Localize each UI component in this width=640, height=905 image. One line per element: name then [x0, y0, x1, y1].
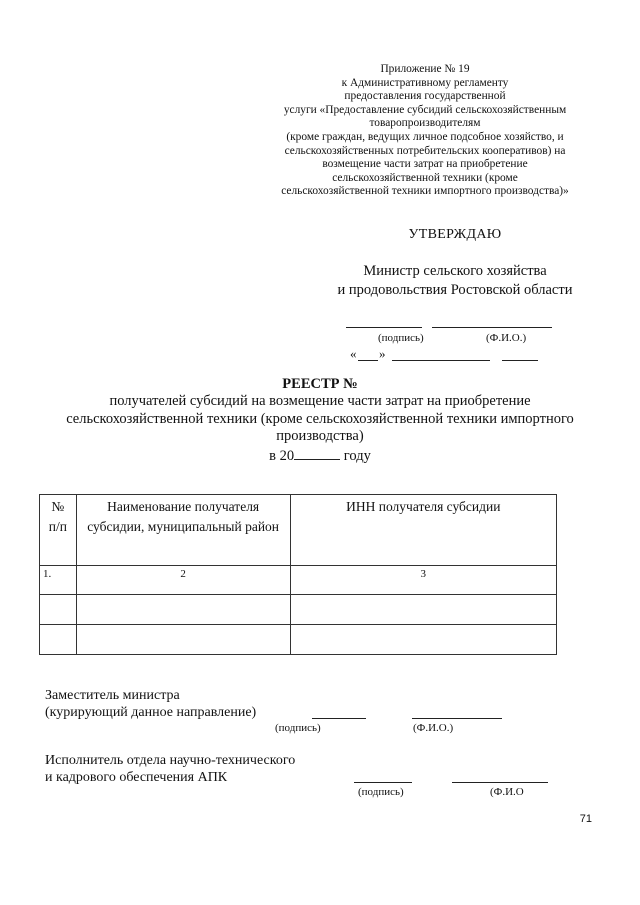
approver-position	[290, 262, 620, 300]
approver-name-label: (Ф.И.О.)	[486, 332, 527, 344]
table-cell[interactable]	[40, 625, 77, 655]
executor-signature-label: (подпись)	[358, 786, 404, 798]
registry-subtitle	[40, 393, 600, 446]
column-number-cell: 2	[76, 566, 290, 595]
date-year-line	[502, 360, 538, 361]
year-suffix: году	[343, 448, 371, 464]
column-number-cell: 1.	[40, 566, 77, 595]
deputy-title-line: Заместитель министра	[45, 688, 180, 703]
header-number-line: п/п	[48, 519, 67, 534]
appendix-line: услуги «Предоставление субсидий сельскохозяйственным	[283, 103, 567, 116]
approval-heading: УТВЕРЖДАЮ	[408, 227, 502, 242]
deputy-name-line	[412, 718, 502, 719]
approver-name-line	[432, 327, 552, 328]
table-cell[interactable]	[290, 595, 556, 625]
deputy-signature-label: (подпись)	[275, 722, 321, 734]
table-row	[40, 566, 557, 595]
header-cell-inn: ИНН получателя субсидии	[290, 495, 556, 566]
date-month-line	[392, 360, 490, 361]
appendix-line: (кроме граждан, ведущих личное подсобное хозяйство, и	[286, 130, 564, 143]
registry-subtitle-line: сельскохозяйственной техники (кроме сельскохозяйственной техники импортного	[66, 410, 574, 427]
page-number: 71	[579, 813, 592, 825]
header-cell-number	[40, 495, 77, 566]
appendix-line: Приложение № 19	[380, 63, 470, 75]
date-day-line	[358, 360, 378, 361]
date-close-quote: »	[379, 346, 386, 361]
appendix-line: к Административному регламенту	[341, 76, 509, 89]
table-cell[interactable]	[40, 595, 77, 625]
appendix-line: сельскохозяйственной техники импортного производства)»	[281, 185, 569, 198]
appendix-line: предоставления государственной	[344, 90, 506, 103]
table-row	[40, 595, 557, 625]
approver-signature-label: (подпись)	[378, 332, 424, 344]
table-row	[40, 625, 557, 655]
deputy-title-line: (курирующий данное направление)	[45, 705, 257, 720]
deputy-name-label: (Ф.И.О.)	[413, 722, 454, 734]
registry-subtitle-line: получателей субсидий на возмещение части затрат на приобретение	[109, 393, 531, 409]
header-cell-recipient: Наименование получателя субсидии, муниципальный район	[76, 495, 290, 566]
column-number-cell: 3	[290, 566, 556, 595]
approver-position-line: Министр сельского хозяйства	[363, 263, 547, 279]
registry-table	[39, 494, 557, 655]
appendix-line: товаропроизводителям	[369, 117, 481, 130]
executor-title-line: и кадрового обеспечения АПК	[45, 770, 228, 785]
executor-signature-line	[354, 782, 412, 783]
table-cell[interactable]	[76, 595, 290, 625]
date-open-quote: «	[350, 346, 357, 361]
year-prefix: в 20	[269, 448, 295, 464]
registry-subtitle-line: производства)	[276, 428, 364, 444]
registry-title: РЕЕСТР №	[282, 376, 358, 392]
registry-year	[0, 447, 640, 465]
table-header-row	[40, 495, 557, 566]
appendix-line: сельскохозяйственной техники (кроме	[332, 171, 518, 184]
appendix-block	[250, 63, 600, 199]
executor-name-line	[452, 782, 548, 783]
deputy-signature-line	[312, 718, 366, 719]
year-blank	[294, 447, 340, 460]
approver-position-line: и продовольствия Ростовской области	[337, 282, 573, 298]
table-cell[interactable]	[76, 625, 290, 655]
header-number-line: №	[51, 499, 65, 514]
approver-signature-line	[346, 327, 422, 328]
executor-name-label: (Ф.И.О	[490, 786, 524, 798]
appendix-line: возмещение части затрат на приобретение	[322, 158, 528, 171]
appendix-line: сельскохозяйственных потребительских кооперативов) на	[284, 144, 566, 157]
executor-title-line: Исполнитель отдела научно-технического	[45, 753, 296, 768]
table-cell[interactable]	[290, 625, 556, 655]
